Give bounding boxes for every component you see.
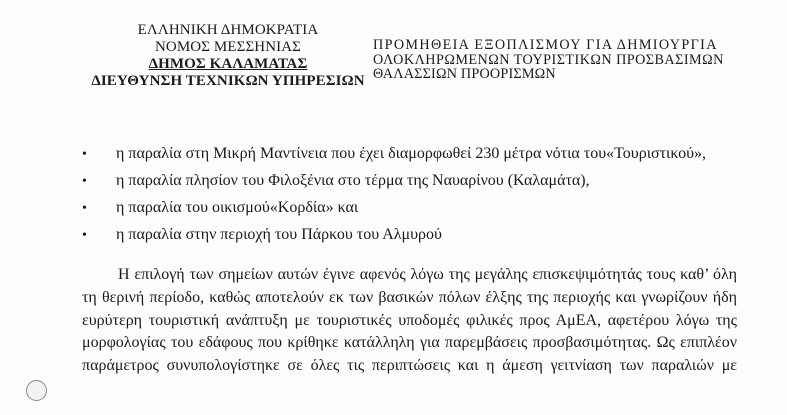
list-item — [82, 167, 722, 194]
department-line: ΔΙΕΥΘΥΝΣΗ ΤΕΧΝΙΚΩΝ ΥΠΗΡΕΣΙΩΝ — [91, 73, 365, 89]
bullet-icon: • — [82, 201, 87, 216]
list-item-suffix: «Τουριστικού», — [606, 145, 706, 162]
list-item — [82, 140, 722, 167]
paragraph-line-3: ευρύτερη τουριστική ανάπτυξη με τουριστικές υποδομές φιλικές προς ΑμΕΑ, αφετέρου λόγω της — [82, 311, 737, 329]
bullet-icon: • — [82, 174, 87, 189]
prefecture-line: ΝΟΜΟΣ ΜΕΣΣΗΝΙΑΣ — [155, 39, 301, 55]
list-item-text: η παραλία στην περιοχή του Πάρκου του Αλμυρού — [116, 226, 442, 243]
list-item — [82, 221, 722, 248]
paragraph-line-4: μορφολογίας του εδάφους που κρίθηκε κατάλληλη για παρεμβάσεις προσβασιμότητας. Ως επιπλέον — [82, 334, 737, 352]
list-item-suffix: και — [333, 199, 359, 216]
list-item — [82, 194, 722, 221]
project-title — [373, 38, 733, 82]
body-paragraph — [82, 264, 737, 378]
municipality-line: ΔΗΜΟΣ ΚΑΛΑΜΑΤΑΣ — [148, 56, 308, 72]
project-title-line-1: ΠΡΟΜΗΘΕΙΑ ΕΞΟΠΛΙΣΜΟΥ ΓΙΑ ΔΗΜΙΟΥΡΓΙΑ — [373, 37, 718, 53]
paragraph-line-2: τη θερινή περίοδο, καθώς αποτελούν εκ των βασικών πόλων έλξης της περιοχής και γνωρίζουν ήδη — [82, 288, 737, 306]
bullet-icon: • — [82, 228, 87, 243]
project-title-line-3: ΘΑΛΑΣΣΙΩΝ ΠΡΟΟΡΙΣΜΩΝ — [373, 66, 556, 82]
country-line: ΕΛΛΗΝΙΚΗ ΔΗΜΟΚΡΑΤΙΑ — [137, 22, 319, 38]
list-item-emphasis: «Κορδία» — [269, 199, 334, 216]
project-title-line-2: ΟΛΟΚΛΗΡΩΜΕΝΩΝ ΤΟΥΡΙΣΤΙΚΩΝ ΠΡΟΣΒΑΣΙΜΩΝ — [373, 51, 724, 68]
paragraph-line-1: Η επιλογή των σημείων αυτών έγινε αφενός λόγω της μεγάλης επισκεψιμότητάς τους καθ’ όλη — [118, 266, 737, 283]
binder-hole — [26, 380, 47, 401]
issuer-header — [78, 22, 378, 90]
bullet-icon: • — [82, 147, 87, 162]
list-item-text: η παραλία στη Μικρή Μαντίνεια που έχει διαμορφωθεί 230 μέτρα νότια του — [116, 145, 607, 162]
beach-list — [82, 140, 722, 248]
list-item-text: η παραλία του οικισμού — [116, 199, 270, 216]
list-item-text: η παραλία πλησίον του Φιλοξένια στο τέρμα της Ναυαρίνου (Καλαμάτα), — [116, 172, 590, 189]
paragraph-line-5: παράμετρος συνυπολογίστηκε σε όλες τις περιπτώσεις και η άμεση γειτνίαση των παραλιών με — [82, 357, 737, 375]
